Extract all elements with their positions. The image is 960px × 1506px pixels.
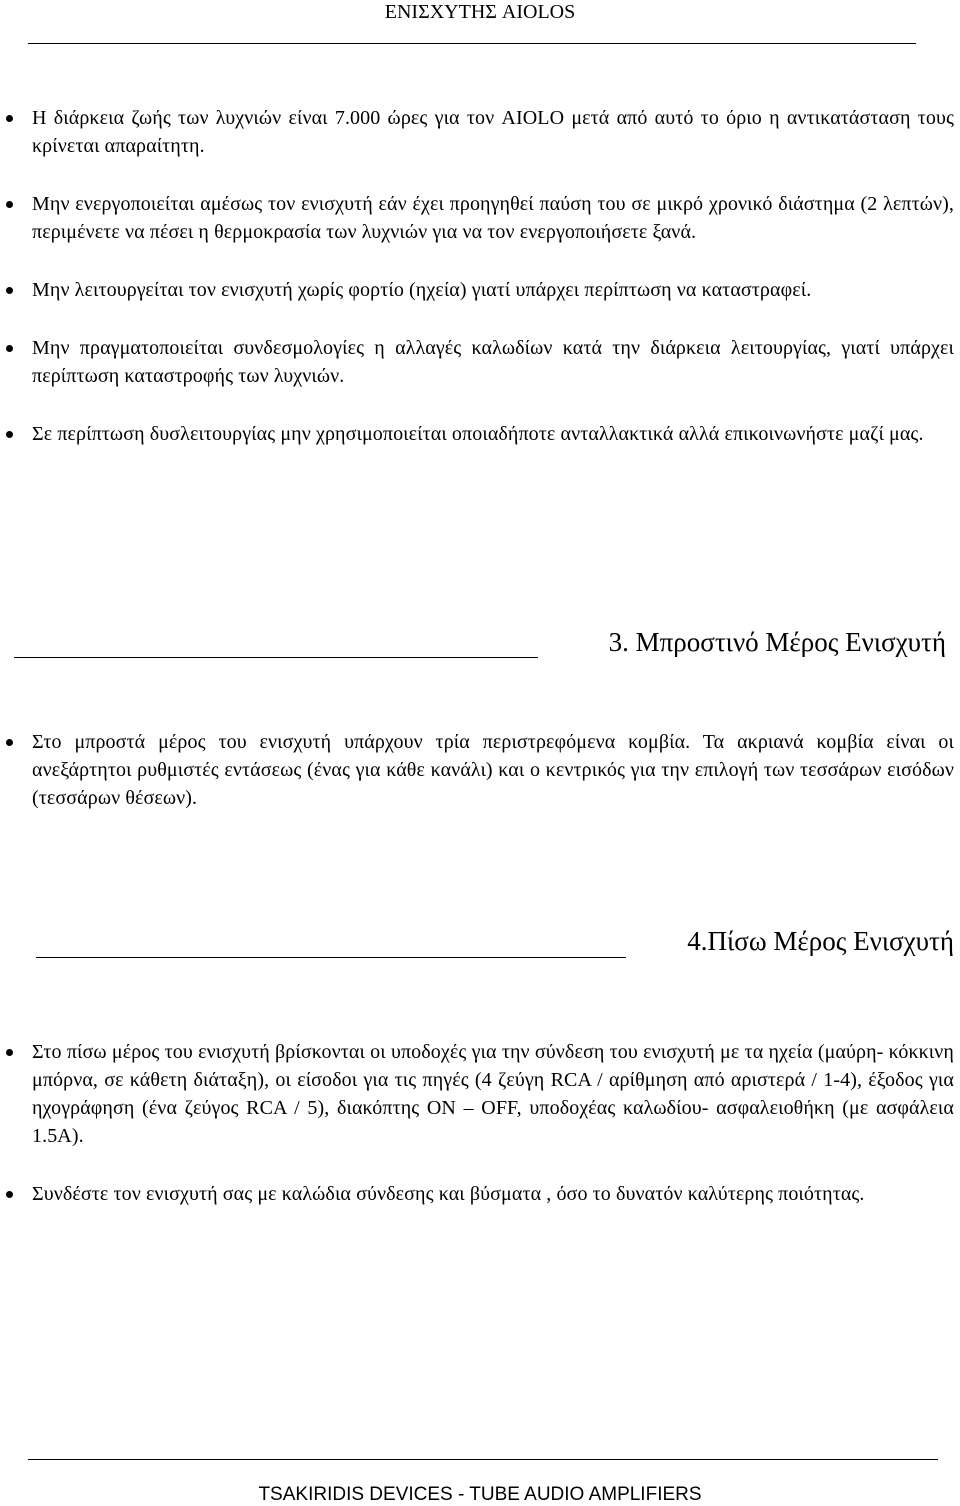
bullet-icon — [6, 201, 13, 208]
list-item-text: Η διάρκεια ζωής των λυχνιών είναι 7.000 ώρες για τον AIOLO μετά από αυτό το όριο η αντικατάσταση τους κρίνεται απαραίτητη. — [32, 107, 954, 157]
list-item — [0, 276, 960, 304]
list-item — [0, 334, 960, 390]
list-item — [0, 420, 960, 448]
bullet-icon — [6, 1049, 13, 1056]
header-divider — [28, 43, 916, 44]
list-item — [0, 1180, 960, 1208]
bullet-icon — [6, 287, 13, 294]
section-4-heading-rule — [36, 957, 626, 958]
list-item-text: Μην πραγματοποιείται συνδεσμολογίες η αλλαγές καλωδίων κατά την διάρκεια λειτουργίας, γιατί υπάρχει περίπτωση καταστροφής των λυχνιών. — [32, 337, 954, 387]
list-item-text: Στο μπροστά μέρος του ενισχυτή υπάρχουν τρία περιστρεφόμενα κομβία. Τα ακριανά κομβία είναι οι ανεξάρτητοι ρυθμιστές εντάσεως (ένας για κάθε κανάλι) και ο κεντρικός για την επιλογή των τεσσάρων εισόδων (τεσσάρων θέσεων). — [32, 731, 954, 809]
section-4-list — [0, 1038, 960, 1208]
list-item — [0, 1038, 960, 1150]
warnings-list — [0, 104, 960, 448]
page-header-title: ΕΝΙΣΧΥΤΗΣ AIOLOS — [384, 1, 576, 23]
section-3-heading: 3. Μπροστινό Μέρος Ενισχυτή — [608, 627, 946, 657]
list-item — [0, 190, 960, 246]
footer-divider — [28, 1459, 938, 1460]
page-footer: TSAKIRIDIS DEVICES - TUBE AUDIO AMPLIFIERS — [258, 1484, 702, 1505]
list-item-text: Μην ενεργοποιείται αμέσως τον ενισχυτή εάν έχει προηγηθεί παύση του σε μικρό χρονικό διάστημα (2 λεπτών), περιμένετε να πέσει η θερμοκρασία των λυχνιών για να τον ενεργοποιήσετε ξανά. — [32, 193, 954, 243]
list-item — [0, 728, 960, 812]
list-item-text: Μην λειτουργείται τον ενισχυτή χωρίς φορτίο (ηχεία) γιατί υπάρχει περίπτωση να καταστραφεί. — [32, 279, 812, 301]
bullet-icon — [6, 739, 13, 746]
section-4-heading: 4.Πίσω Μέρος Ενισχυτή — [687, 926, 954, 956]
section-3-heading-rule — [14, 657, 538, 658]
list-item — [0, 104, 960, 160]
bullet-icon — [6, 345, 13, 352]
section-3-list — [0, 728, 960, 812]
bullet-icon — [6, 1191, 13, 1198]
list-item-text: Στο πίσω μέρος του ενισχυτή βρίσκονται οι υποδοχές για την σύνδεση του ενισχυτή με τα ηχεία (μαύρη- κόκκινη μπόρνα, σε κάθετη διάταξη), οι είσοδοι για τις πηγές (4 ζεύγη RCA / αρίθμηση από αριστερά / 1-4), έξοδος για ηχογράφηση (ένα ζεύγος RCA / 5), διακόπτης ON – OFF, υποδοχέας καλωδίου- ασφαλειοθήκη (με ασφάλεια 1.5A). — [32, 1041, 954, 1147]
list-item-text: Σε περίπτωση δυσλειτουργίας μην χρησιμοποιείται οποιαδήποτε ανταλλακτικά αλλά επικοινωνήστε μαζί μας. — [32, 423, 924, 445]
bullet-icon — [6, 115, 13, 122]
list-item-text: Συνδέστε τον ενισχυτή σας με καλώδια σύνδεσης και βύσματα , όσο το δυνατόν καλύτερης ποιότητας. — [32, 1183, 865, 1205]
bullet-icon — [6, 431, 13, 438]
